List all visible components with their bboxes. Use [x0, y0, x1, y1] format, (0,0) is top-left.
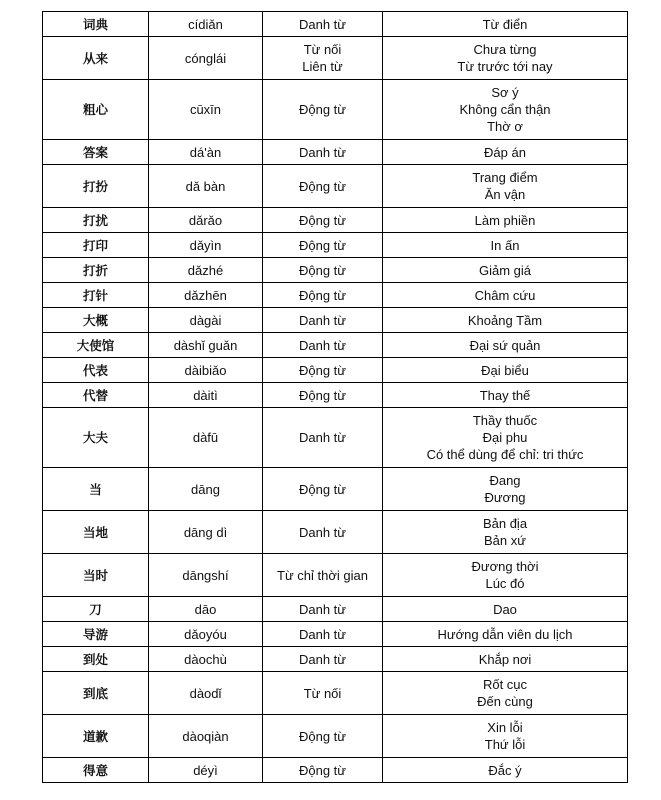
meaning-line: In ấn: [490, 237, 520, 253]
pinyin-cell: dàitì: [149, 383, 263, 408]
table-row: [43, 233, 628, 258]
part-of-speech-line: Động từ: [298, 262, 346, 278]
part-of-speech-line: Động từ: [298, 728, 346, 744]
word-cell: 当地: [43, 511, 149, 554]
part-of-speech-cell: [263, 468, 383, 511]
table-row: [43, 358, 628, 383]
word-cell: 到底: [43, 672, 149, 715]
part-of-speech-line: Danh từ: [298, 601, 346, 617]
table-row: [43, 333, 628, 358]
word-cell: 词典: [43, 12, 149, 37]
part-of-speech-cell: [263, 283, 383, 308]
part-of-speech-line: Động từ: [298, 387, 346, 403]
part-of-speech-cell: [263, 597, 383, 622]
pinyin-cell: dāo: [149, 597, 263, 622]
pinyin-cell: dàgài: [149, 308, 263, 333]
table-row: [43, 758, 628, 783]
pinyin-cell: dá'àn: [149, 140, 263, 165]
meaning-cell: [383, 408, 628, 468]
word-cell: 粗心: [43, 80, 149, 140]
meaning-line: Đại sứ quản: [469, 337, 541, 353]
part-of-speech-line: Động từ: [298, 362, 346, 378]
meaning-line: Từ trước tới nay: [457, 59, 553, 74]
part-of-speech-cell: [263, 383, 383, 408]
meaning-line: Khắp nơi: [478, 651, 532, 667]
meaning-line: Thay thế: [479, 387, 531, 403]
pinyin-cell: dāng dì: [149, 511, 263, 554]
meaning-line: Hướng dẫn viên du lịch: [437, 626, 573, 642]
part-of-speech-line: Danh từ: [298, 524, 346, 540]
table-row: [43, 80, 628, 140]
table-row: [43, 258, 628, 283]
meaning-line: Không cẩn thận: [459, 102, 551, 117]
pinyin-cell: dāngshí: [149, 554, 263, 597]
meaning-cell: [383, 597, 628, 622]
part-of-speech-line: Động từ: [298, 237, 346, 253]
pinyin-cell: dāng: [149, 468, 263, 511]
table-row: [43, 140, 628, 165]
table-row: [43, 283, 628, 308]
part-of-speech-line: Động từ: [298, 212, 346, 228]
meaning-line: Đang: [489, 473, 521, 488]
table-row: [43, 208, 628, 233]
word-cell: 当: [43, 468, 149, 511]
pinyin-cell: dàfū: [149, 408, 263, 468]
meaning-cell: [383, 333, 628, 358]
meaning-cell: [383, 165, 628, 208]
meaning-line: Đại biểu: [481, 362, 529, 378]
word-cell: 打印: [43, 233, 149, 258]
meaning-line: Có thể dùng để chỉ: tri thức: [426, 447, 584, 462]
meaning-line: Đáp án: [484, 144, 526, 160]
pinyin-cell: cónglái: [149, 37, 263, 80]
part-of-speech-line: Danh từ: [298, 16, 346, 32]
meaning-line: Xin lỗi: [487, 720, 523, 735]
part-of-speech-line: Động từ: [298, 102, 346, 117]
table-row: [43, 37, 628, 80]
part-of-speech-cell: [263, 715, 383, 758]
part-of-speech-line: Danh từ: [298, 337, 346, 353]
part-of-speech-cell: [263, 165, 383, 208]
meaning-cell: [383, 468, 628, 511]
part-of-speech-line: Danh từ: [298, 144, 346, 160]
part-of-speech-line: Danh từ: [298, 626, 346, 642]
word-cell: 打针: [43, 283, 149, 308]
part-of-speech-line: Từ chỉ thời gian: [277, 567, 368, 583]
pinyin-cell: dàoqiàn: [149, 715, 263, 758]
part-of-speech-line: Danh từ: [298, 312, 346, 328]
pinyin-cell: cūxīn: [149, 80, 263, 140]
table-row: [43, 511, 628, 554]
part-of-speech-cell: [263, 333, 383, 358]
table-row: [43, 647, 628, 672]
table-row: [43, 408, 628, 468]
word-cell: 打扰: [43, 208, 149, 233]
part-of-speech-cell: [263, 12, 383, 37]
meaning-line: Thầy thuốc: [472, 413, 538, 428]
meaning-line: Ăn vận: [484, 187, 526, 202]
meaning-line: Châm cứu: [474, 287, 536, 303]
pinyin-cell: dàodǐ: [149, 672, 263, 715]
part-of-speech-cell: [263, 233, 383, 258]
word-cell: 大夫: [43, 408, 149, 468]
pinyin-cell: déyì: [149, 758, 263, 783]
part-of-speech-cell: [263, 511, 383, 554]
table-row: [43, 165, 628, 208]
meaning-line: Đại phu: [482, 430, 528, 445]
part-of-speech-line: Động từ: [298, 481, 346, 497]
word-cell: 代表: [43, 358, 149, 383]
word-cell: 从来: [43, 37, 149, 80]
vocabulary-table: [42, 11, 628, 783]
meaning-cell: [383, 383, 628, 408]
word-cell: 打折: [43, 258, 149, 283]
part-of-speech-cell: [263, 408, 383, 468]
part-of-speech-cell: [263, 208, 383, 233]
meaning-cell: [383, 758, 628, 783]
meaning-line: Bản địa: [482, 516, 528, 531]
meaning-line: Rốt cục: [482, 677, 528, 692]
word-cell: 到处: [43, 647, 149, 672]
pinyin-cell: cídiǎn: [149, 12, 263, 37]
part-of-speech-cell: [263, 140, 383, 165]
pinyin-cell: dàshǐ guǎn: [149, 333, 263, 358]
meaning-line: Thờ ơ: [487, 119, 523, 134]
table-row: [43, 597, 628, 622]
pinyin-cell: dǎrǎo: [149, 208, 263, 233]
meaning-cell: [383, 140, 628, 165]
meaning-line: Trang điểm: [472, 170, 538, 185]
part-of-speech-line: Liên từ: [302, 59, 343, 74]
meaning-line: Đến cùng: [477, 694, 533, 709]
meaning-cell: [383, 37, 628, 80]
meaning-line: Từ điển: [482, 16, 528, 32]
meaning-line: Đắc ý: [488, 762, 522, 778]
meaning-line: Đương thời: [471, 559, 539, 574]
word-cell: 打扮: [43, 165, 149, 208]
part-of-speech-line: Động từ: [298, 762, 346, 778]
table-row: [43, 383, 628, 408]
word-cell: 导游: [43, 622, 149, 647]
meaning-line: Bản xứ: [484, 533, 526, 548]
part-of-speech-cell: [263, 37, 383, 80]
part-of-speech-cell: [263, 647, 383, 672]
meaning-line: Đương: [484, 490, 526, 505]
word-cell: 当时: [43, 554, 149, 597]
part-of-speech-cell: [263, 258, 383, 283]
table-row: [43, 468, 628, 511]
meaning-line: Khoảng Tầm: [467, 312, 543, 328]
part-of-speech-cell: [263, 758, 383, 783]
part-of-speech-line: Động từ: [298, 287, 346, 303]
part-of-speech-cell: [263, 622, 383, 647]
meaning-cell: [383, 208, 628, 233]
meaning-cell: [383, 258, 628, 283]
pinyin-cell: dàochù: [149, 647, 263, 672]
pinyin-cell: dǎzhé: [149, 258, 263, 283]
part-of-speech-line: Danh từ: [298, 651, 346, 667]
part-of-speech-cell: [263, 554, 383, 597]
word-cell: 得意: [43, 758, 149, 783]
meaning-line: Dao: [493, 601, 517, 617]
part-of-speech-cell: [263, 358, 383, 383]
part-of-speech-line: Từ nối: [303, 685, 342, 701]
part-of-speech-line: Danh từ: [298, 430, 346, 445]
meaning-cell: [383, 672, 628, 715]
meaning-line: Làm phiền: [474, 212, 536, 228]
meaning-cell: [383, 358, 628, 383]
word-cell: 代替: [43, 383, 149, 408]
part-of-speech-line: Từ nối: [303, 42, 342, 57]
part-of-speech-cell: [263, 80, 383, 140]
word-cell: 道歉: [43, 715, 149, 758]
part-of-speech-line: Động từ: [298, 178, 346, 194]
meaning-line: Giảm giá: [478, 262, 532, 278]
meaning-cell: [383, 233, 628, 258]
meaning-cell: [383, 647, 628, 672]
pinyin-cell: dǎzhēn: [149, 283, 263, 308]
word-cell: 刀: [43, 597, 149, 622]
meaning-cell: [383, 511, 628, 554]
vocabulary-table-body: [43, 12, 628, 783]
meaning-cell: [383, 554, 628, 597]
part-of-speech-cell: [263, 308, 383, 333]
table-row: [43, 12, 628, 37]
meaning-line: Sơ ý: [491, 85, 519, 100]
meaning-line: Chưa từng: [473, 42, 537, 57]
meaning-cell: [383, 12, 628, 37]
part-of-speech-cell: [263, 672, 383, 715]
table-row: [43, 672, 628, 715]
pinyin-cell: dǎ bàn: [149, 165, 263, 208]
meaning-line: Lúc đó: [485, 576, 525, 591]
pinyin-cell: dàibiǎo: [149, 358, 263, 383]
pinyin-cell: dǎoyóu: [149, 622, 263, 647]
meaning-cell: [383, 80, 628, 140]
meaning-cell: [383, 283, 628, 308]
meaning-cell: [383, 715, 628, 758]
pinyin-cell: dǎyìn: [149, 233, 263, 258]
table-row: [43, 622, 628, 647]
word-cell: 答案: [43, 140, 149, 165]
table-row: [43, 308, 628, 333]
meaning-cell: [383, 622, 628, 647]
word-cell: 大概: [43, 308, 149, 333]
meaning-cell: [383, 308, 628, 333]
table-row: [43, 715, 628, 758]
table-row: [43, 554, 628, 597]
meaning-line: Thứ lỗi: [484, 737, 526, 752]
word-cell: 大使馆: [43, 333, 149, 358]
